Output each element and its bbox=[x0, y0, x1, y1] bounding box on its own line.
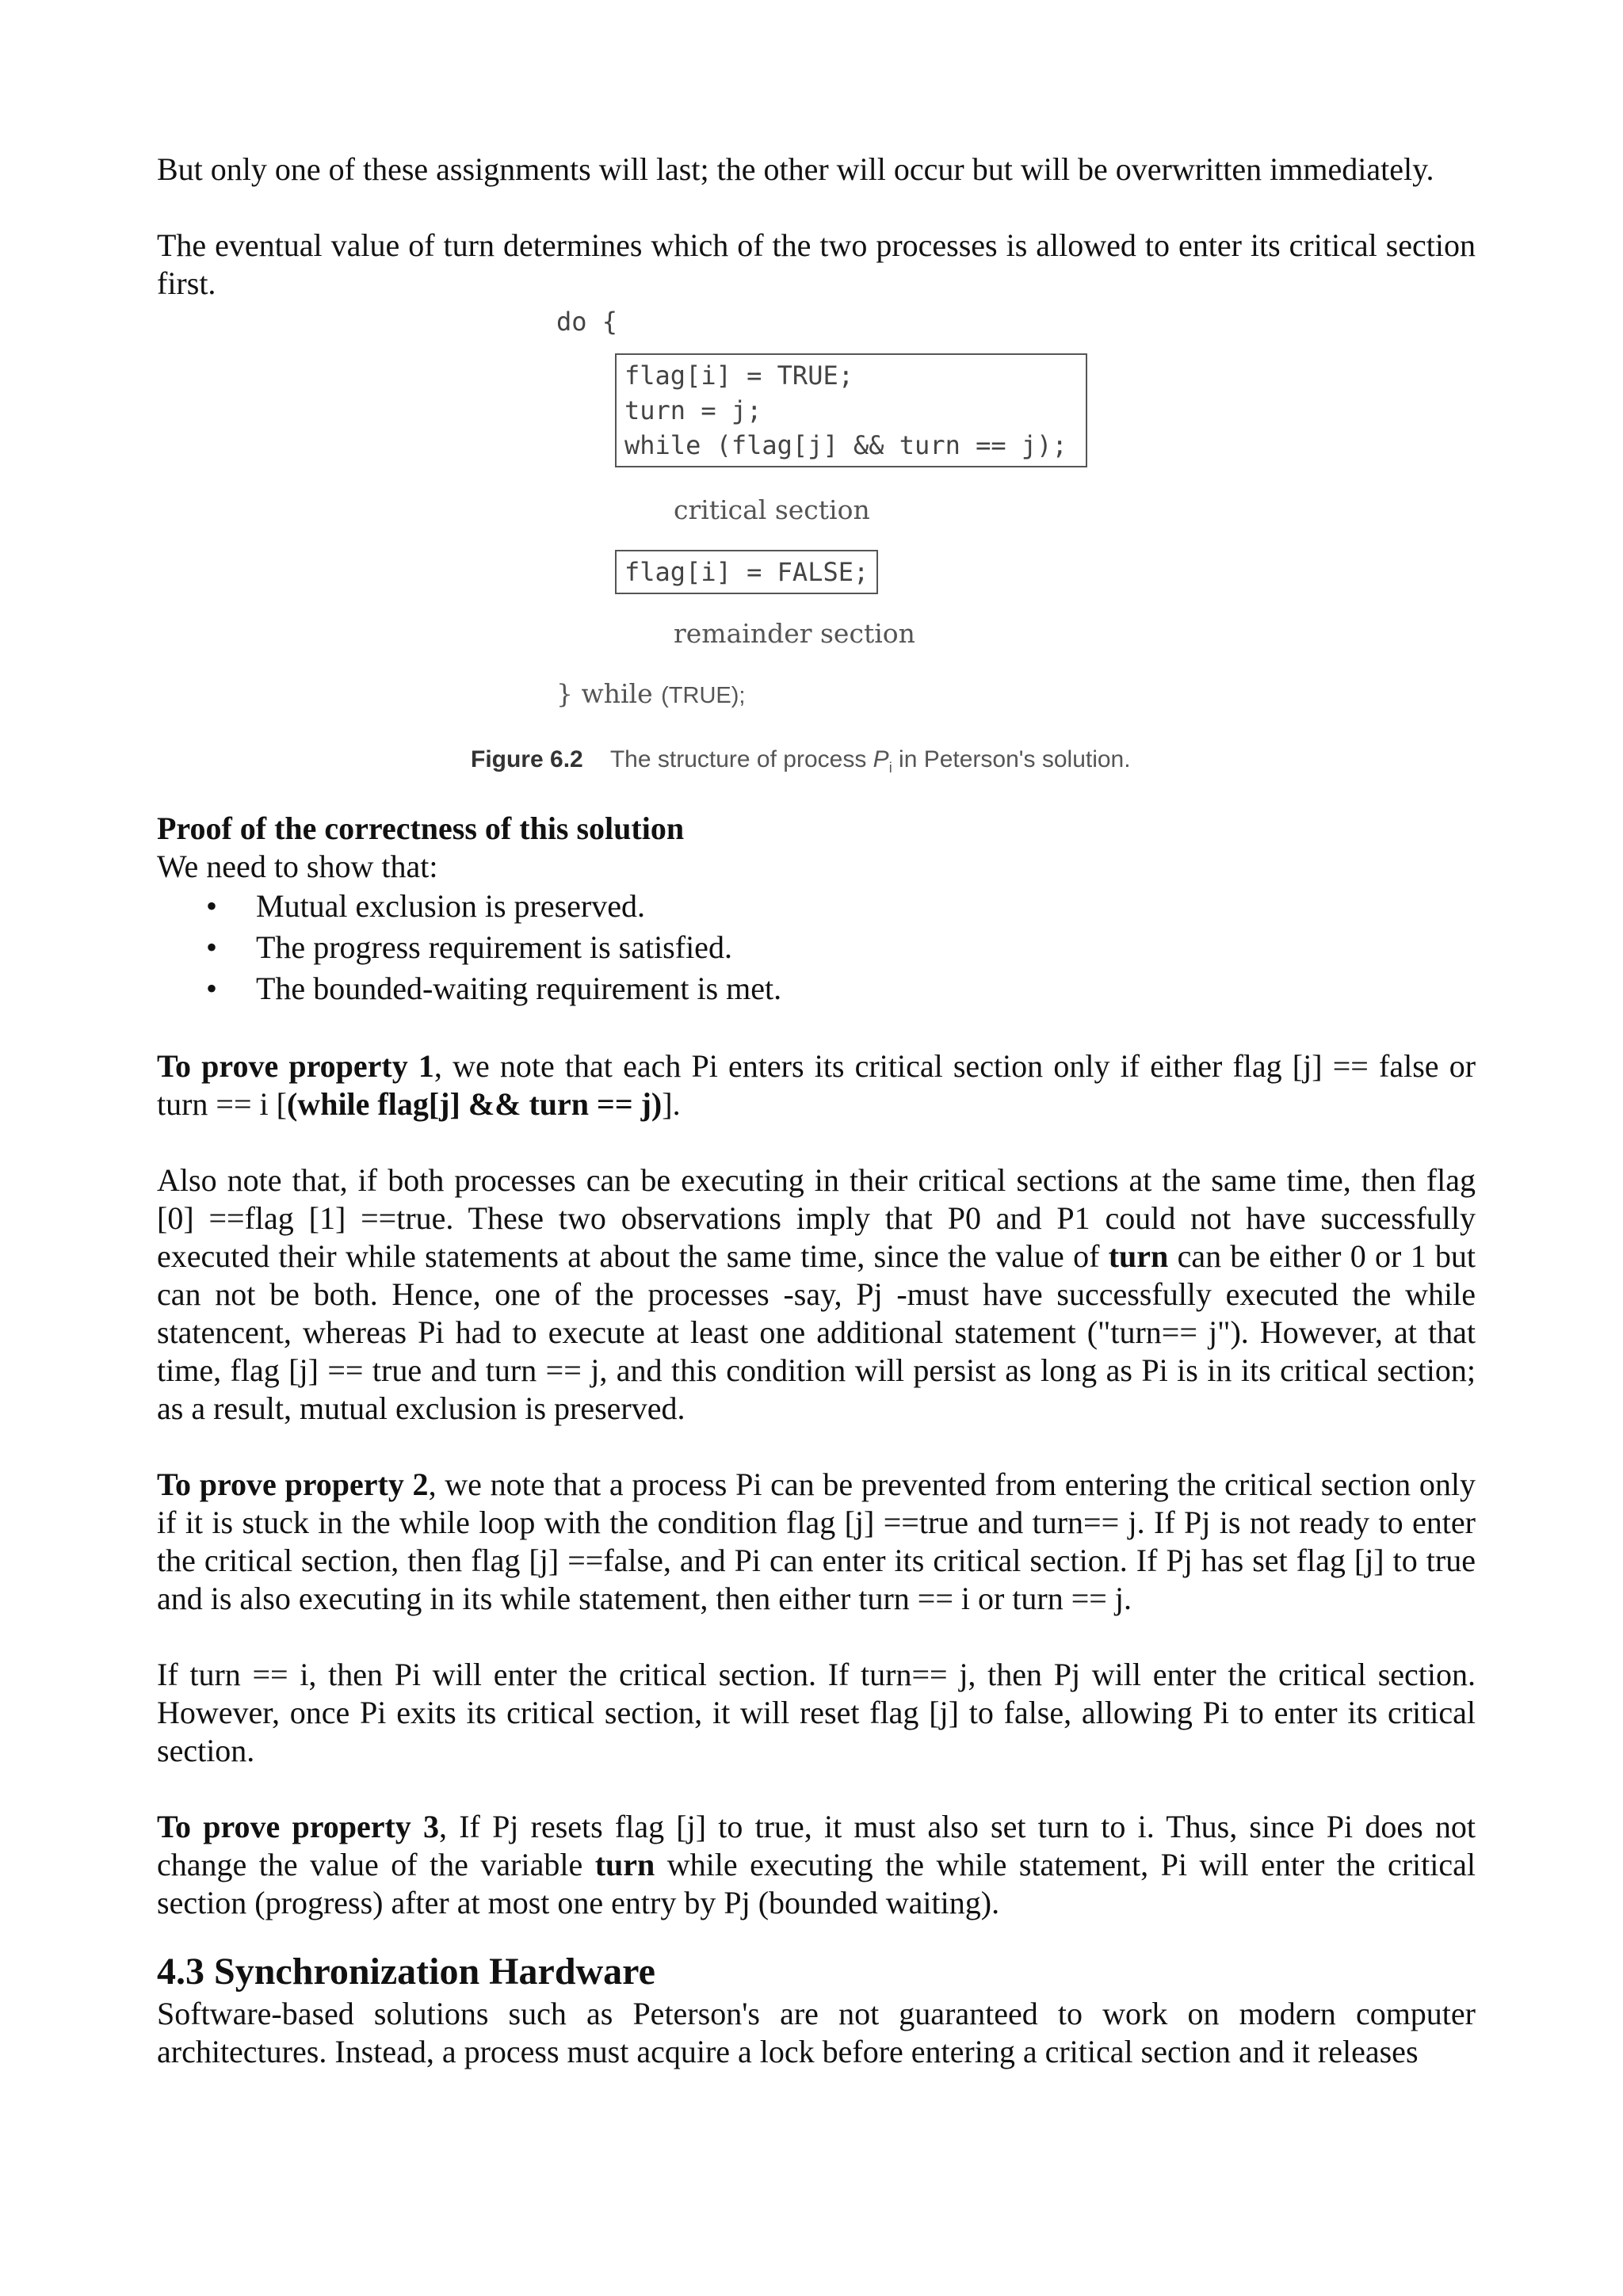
property-2-lead: To prove property 2 bbox=[157, 1466, 429, 1502]
property-3-lead: To prove property 3 bbox=[157, 1809, 440, 1844]
paragraph-text: , we note that each Pi enters its critical section only if either flag [j] == false or turn == i [ bbox=[157, 1048, 1476, 1122]
code-line: flag[i] = TRUE; bbox=[624, 360, 854, 391]
while-keyword: while bbox=[581, 678, 653, 709]
bullet-icon: • bbox=[206, 971, 218, 1006]
bullet-icon: • bbox=[206, 888, 218, 924]
paragraph-text: can be either 0 or 1 but can not be both. Hence, one of the processes -say, Pj -must have successfully executed the while statencent, whereas Pi had to execute at least one additional statement ("turn== j"). However, at that time, flag [j] == true and turn == j, and this condition will persist as long as Pi is in its critical section; as a result, mutual exclusion is preserved. bbox=[157, 1238, 1476, 1426]
paragraph-text: ]. bbox=[662, 1086, 681, 1122]
figure-peterson-structure bbox=[157, 303, 1476, 810]
list-item-text: Mutual exclusion is preserved. bbox=[256, 888, 645, 924]
intro-paragraph-1: But only one of these assignments will last; the other will occur but will be overwritten immediately. bbox=[157, 151, 1434, 187]
property-2-paragraph bbox=[157, 1466, 1476, 1618]
turn-paragraph: If turn == i, then Pi will enter the critical section. If turn== j, then Pj will enter the critical section. However, once Pi exits its critical section, it will reset flag [j] to false, allowing Pi to enter its critical section. bbox=[157, 1657, 1476, 1768]
exit-section-box bbox=[615, 550, 878, 594]
code-line: while (flag[j] && turn == j); bbox=[624, 430, 1067, 460]
bullet-icon: • bbox=[206, 929, 218, 965]
paragraph-text: while executing the while statement, Pi will enter the critical section (progress) after at most one entry by Pj (bounded waiting). bbox=[157, 1847, 1476, 1920]
mutual-exclusion-paragraph bbox=[157, 1161, 1476, 1428]
figure-caption bbox=[471, 746, 1131, 776]
section-paragraph: Software-based solutions such as Peterson's are not guaranteed to work on modern computer architectures. Instead, a process must acquire a lock before entering a critical section and it releases bbox=[157, 1996, 1476, 2069]
list-item-text: The bounded-waiting requirement is met. bbox=[256, 971, 782, 1006]
list-item bbox=[157, 886, 1476, 927]
caption-text: The structure of process bbox=[609, 746, 873, 772]
proof-lead: We need to show that: bbox=[157, 849, 438, 884]
proof-heading-text: Proof of the correctness of this solution bbox=[157, 810, 685, 846]
property-1-paragraph bbox=[157, 1047, 1476, 1123]
entry-section-box bbox=[615, 353, 1087, 467]
critical-section-label: critical section bbox=[674, 494, 870, 525]
property-1-lead: To prove property 1 bbox=[157, 1048, 434, 1084]
list-item-text: The progress requirement is satisfied. bbox=[256, 929, 732, 965]
list-item bbox=[157, 968, 1476, 1009]
caption-sub: i bbox=[888, 760, 892, 776]
while-condition-bold: (while flag[j] && turn == j) bbox=[286, 1086, 663, 1122]
caption-text: in Peterson's solution. bbox=[892, 746, 1131, 772]
proof-heading bbox=[157, 810, 1476, 848]
end-while-line bbox=[556, 678, 745, 709]
figure-number: Figure 6.2 bbox=[471, 746, 583, 772]
paragraph-text: , If Pj resets flag [j] to true, it must also set turn to i. Thus, since Pi does not change the value of the variable bbox=[157, 1809, 1476, 1882]
paragraph-text: , we note that a process Pi can be prevented from entering the critical section only if it is stuck in the while loop with the condition flag [j] ==true and turn== j. If Pj is not ready to enter the critical section, then flag [j] ==false, and Pi can enter its critical section. If Pj has set flag [j] to true and is also executing in its while statement, then either turn == i or turn == j. bbox=[157, 1466, 1476, 1616]
document-page bbox=[157, 151, 1476, 2071]
do-line: do { bbox=[556, 307, 618, 337]
paragraph-text: Also note that, if both processes can be executing in their critical sections at the same time, then flag [0] ==flag [1] ==true. These two observations imply that P0 and P1 could not have successfully executed their while statements at about the same time, since the value of bbox=[157, 1162, 1476, 1274]
turn-bold: turn bbox=[594, 1847, 655, 1882]
caption-var: P bbox=[873, 746, 889, 772]
intro-paragraph-2: The eventual value of turn determines which of the two processes is allowed to enter its critical section first. bbox=[157, 227, 1476, 301]
section-heading: 4.3 Synchronization Hardware bbox=[157, 1951, 655, 1993]
list-item bbox=[157, 927, 1476, 968]
requirements-list bbox=[157, 886, 1476, 1009]
turn-bold: turn bbox=[1108, 1238, 1169, 1274]
while-condition: (TRUE); bbox=[661, 683, 746, 708]
closing-brace: } bbox=[556, 678, 573, 709]
remainder-section-label: remainder section bbox=[674, 618, 915, 649]
code-line: turn = j; bbox=[624, 395, 762, 425]
code-line: flag[i] = FALSE; bbox=[624, 557, 869, 587]
property-3-paragraph bbox=[157, 1808, 1476, 1922]
